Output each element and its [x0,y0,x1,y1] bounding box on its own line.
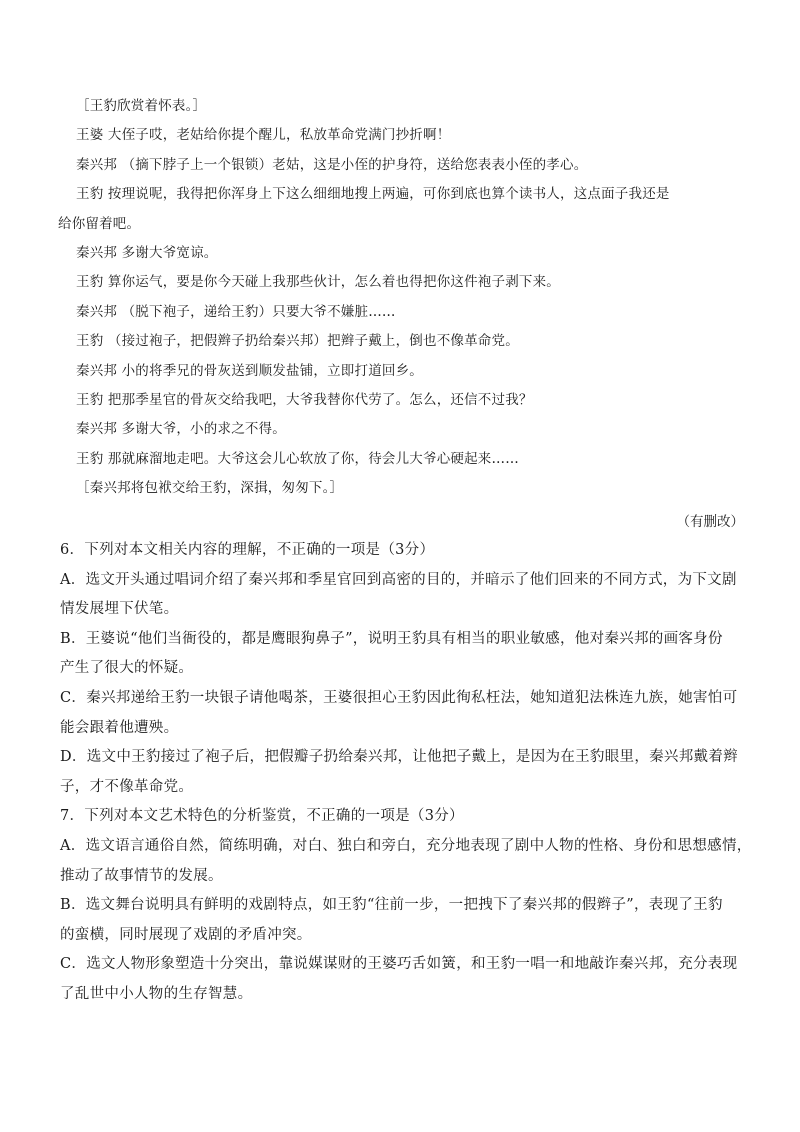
stage-direction: ［秦兴邦将包袱交给王豹，深揖，匆匆下。］ [76,480,344,497]
question-6-option-a-continued: 情发展埋下伏笔。 [60,601,179,618]
question-7-option-b: B．选文舞台说明具有鲜明的戏剧特点，如王豹“往前一步，一把拽下了秦兴邦的假辫子”，表现了王豹 [60,897,723,914]
question-6-option-c: C．秦兴邦递给王豹一块银子请他喝茶，王婆很担心王豹因此徇私枉法，她知道犯法株连九族，她害怕可 [60,689,738,706]
question-6-option-a: A．选文开头通过唱词介绍了秦兴邦和季星官回到高密的目的，并暗示了他们回来的不同方式，为下文剧 [60,571,737,588]
dialogue-line: 王豹 按理说呢，我得把你浑身上下这么细细地搜上两遍，可你到底也算个读书人，这点面子我还是 [76,186,670,203]
dialogue-line: 王豹 把那季星官的骨灰交给我吧，大爷我替你代劳了。怎么，还信不过我？ [76,391,533,408]
revision-note: （有删改） [676,514,744,530]
dialogue-line: 王豹 （接过袍子，把假辫子扔给秦兴邦）把辫子戴上，倒也不像革命党。 [76,333,519,350]
question-7-option-b-continued: 的蛮横，同时展现了戏剧的矛盾冲突。 [60,926,312,943]
question-7-option-a-continued: 推动了故事情节的发展。 [60,867,223,884]
stage-direction: ［王豹欣赏着怀表。］ [76,98,207,114]
question-7-option-c-continued: 了乱世中小人物的生存智慧。 [60,985,253,1002]
dialogue-line: 秦兴邦 （脱下袍子，递给王豹）只要大爷不嫌脏…… [76,303,396,320]
dialogue-line: 秦兴邦 （摘下脖子上一个银锁）老姑，这是小侄的护身符，送给您表表小侄的孝心。 [76,156,588,173]
dialogue-line: 秦兴邦 多谢大爷，小的求之不得。 [76,421,286,438]
question-6-option-b-continued: 产生了很大的怀疑。 [60,660,194,677]
dialogue-line: 秦兴邦 多谢大爷宽谅。 [76,244,218,261]
dialogue-line: 王婆 大侄子哎，老姑给你提个醒儿，私放革命党满门抄折啊！ [76,127,451,144]
question-6-option-c-continued: 能会跟着他遭殃。 [60,719,179,736]
question-6-option-d: D．选文中王豹接过了袍子后，把假瓣子扔给秦兴邦，让他把子戴上，是因为在王豹眼里，秦兴邦戴着辫 [60,749,738,766]
question-6-option-b: B．王婆说“他们当衙役的，都是鹰眼狗鼻子”，说明王豹具有相当的职业敏感，他对秦兴邦的画客身份 [60,630,723,647]
question-7-stem: 7．下列对本文艺术特色的分析鉴赏，不正确的一项是（3分） [60,808,464,825]
dialogue-line: 秦兴邦 小的将季兄的骨灰送到顺发盐铺，立即打道回乡。 [76,362,423,379]
question-6-stem: 6．下列对本文相关内容的理解，不正确的一项是（3分） [60,542,435,558]
script-excerpt [58,92,736,503]
dialogue-line: 王豹 那就麻溜地走吧。大爷这会儿心软放了你，待会儿大爷心硬起来…… [76,450,519,467]
question-7-option-a: A．选文语言通俗自然，简练明确，对白、独白和旁白，充分地表现了剧中人物的性格、身份和思想感情， [60,837,752,854]
dialogue-line-continued: 给你留着吧。 [58,215,141,232]
question-section [60,536,750,1010]
dialogue-line: 王豹 算你运气，要是你今天碰上我那些伙计，怎么着也得把你这件袍子剥下来。 [76,274,560,291]
question-7-option-c: C．选文人物形象塑造十分突出，靠说媒谋财的王婆巧舌如簧，和王豹一唱一和地敲诈秦兴邦，充分表现 [60,956,738,973]
question-6-option-d-continued: 子，才不像革命党。 [60,778,194,795]
